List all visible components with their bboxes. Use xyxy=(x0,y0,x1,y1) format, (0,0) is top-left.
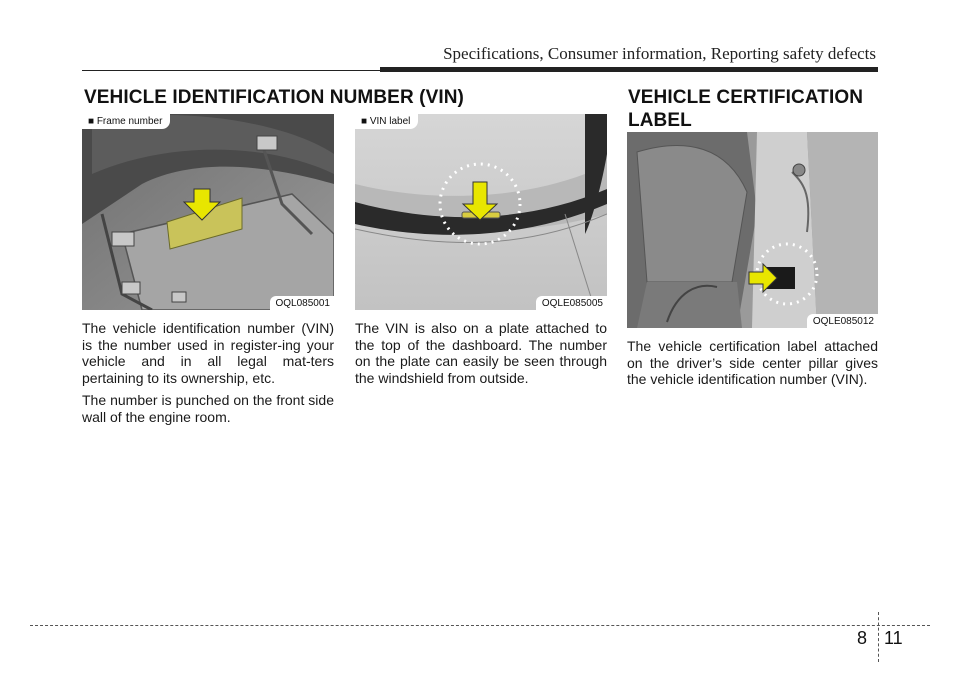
header-bar xyxy=(380,67,878,72)
frame-number-label: ■ Frame number xyxy=(82,114,170,129)
header-rule xyxy=(82,70,382,71)
page-number: 11 xyxy=(884,628,903,648)
cert-section-title xyxy=(628,86,863,132)
running-header: Specifications, Consumer information, Reporting safety defects xyxy=(443,44,876,63)
cert-paragraph: The vehicle certification label attached on the driver’s side center pillar gives the vehicle identification number (VIN). xyxy=(627,338,878,387)
vin-paragraph-1: The vehicle identification number (VIN) is the number used in register-ing your vehicle and in all legal mat-ters pertaining to its ownership, etc. xyxy=(82,320,334,386)
cert-figure-code: OQLE085012 xyxy=(807,314,878,328)
frame-figure-code: OQL085001 xyxy=(270,296,335,310)
footer-rule xyxy=(30,625,930,626)
cert-title-line2: LABEL xyxy=(628,110,692,131)
frame-number-photo xyxy=(82,114,334,310)
vin-plate-paragraph: The VIN is also on a plate attached to the top of the dashboard. The number on the plate can easily be seen through the windshield from outside. xyxy=(355,320,607,386)
cert-title-line1: VEHICLE CERTIFICATION xyxy=(628,87,864,108)
vin-label-tag: ■ VIN label xyxy=(355,114,418,129)
vin-section-title: VEHICLE IDENTIFICATION NUMBER (VIN) xyxy=(84,87,464,108)
vin-paragraph-2: The number is punched on the front side wall of the engine room. xyxy=(82,392,334,425)
footer-divider xyxy=(878,612,879,662)
cert-label-photo xyxy=(627,132,878,328)
vin-label-photo xyxy=(355,114,607,310)
chapter-number: 8 xyxy=(857,628,868,648)
vin-figure-code: OQLE085005 xyxy=(536,296,607,310)
